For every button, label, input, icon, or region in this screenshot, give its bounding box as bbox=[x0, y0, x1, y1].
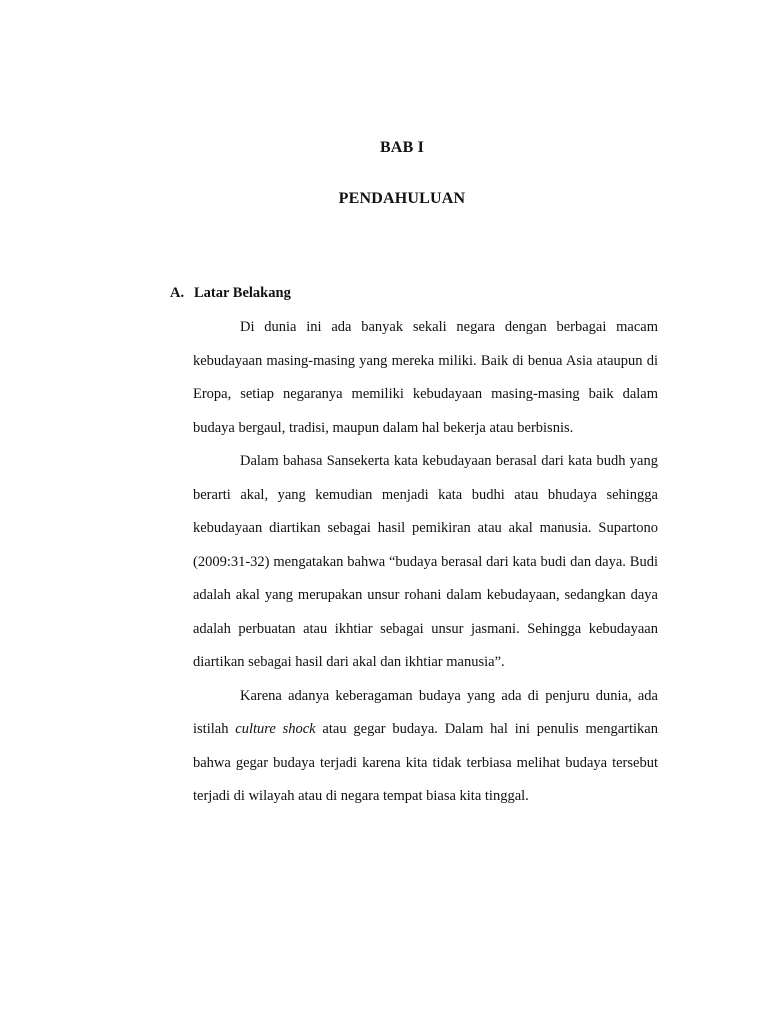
section-marker: A. bbox=[170, 285, 185, 301]
paragraph: Dalam bahasa Sansekerta kata kebudayaan berasal dari kata budh yang berarti akal, yang kemudian menjadi kata budhi atau bhudaya sehingga kebudayaan diartikan sebagai hasil pemikiran atau akal manusia. Supartono (2009:31-32) mengatakan bahwa “budaya berasal dari kata budi dan daya. Budi adalah akal yang merupakan unsur rohani dalam kebudayaan, sedangkan daya adalah perbuatan atau ikhtiar sebagai unsur jasmani. Sehingga kebudayaan diartikan sebagai hasil dari akal dan ikhtiar manusia”. bbox=[193, 453, 658, 670]
paragraph: Di dunia ini ada banyak sekali negara dengan berbagai macam kebudayaan masing-masing yang mereka miliki. Baik di benua Asia ataupun di Eropa, setiap negaranya memiliki kebudayaan masing-masing baik dalam budaya bergaul, tradisi, maupun dalam hal bekerja atau berbisnis. bbox=[193, 319, 658, 436]
paragraph bbox=[193, 680, 658, 814]
italic-term: culture shock bbox=[235, 721, 316, 737]
chapter-title: PENDAHULUAN bbox=[338, 190, 466, 207]
chapter-number: BAB I bbox=[379, 139, 425, 156]
section-heading bbox=[170, 285, 291, 302]
paragraph-text: atau gegar budaya. Dalam hal ini penulis mengartikan bahwa gegar budaya terjadi karena kita tidak terbiasa melihat budaya tersebut terjadi di wilayah atau di negara tempat biasa kita tinggal. bbox=[193, 721, 658, 804]
paragraph-text: Karena adanya keberagaman budaya yang ada di penjuru dunia, ada istilah bbox=[193, 687, 658, 737]
section-title: Latar Belakang bbox=[194, 285, 291, 301]
body-text bbox=[193, 311, 658, 814]
